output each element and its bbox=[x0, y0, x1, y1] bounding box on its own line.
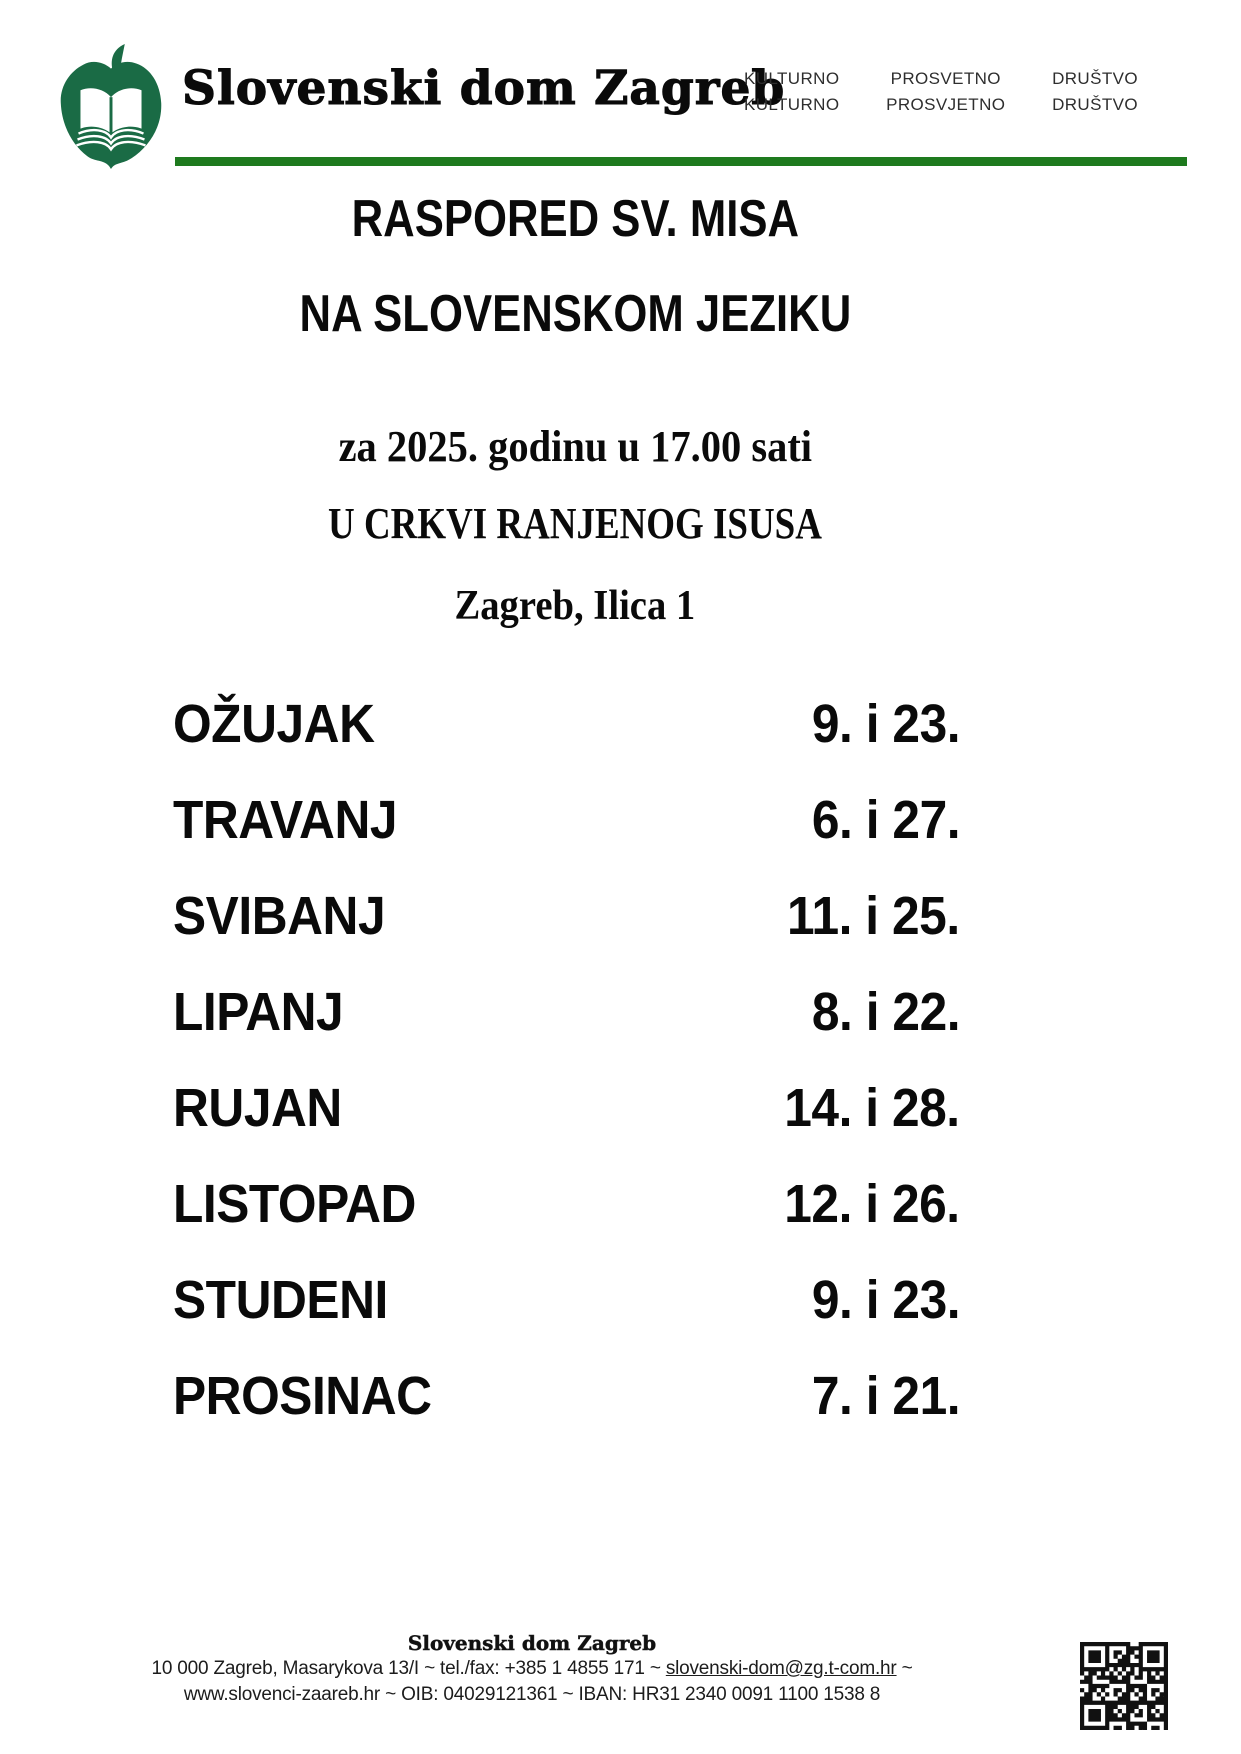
org-title: Slovenski dom Zagreb bbox=[182, 61, 786, 116]
dates-value: 12. i 26. bbox=[784, 1174, 960, 1234]
schedule-row bbox=[173, 694, 960, 754]
schedule-row bbox=[173, 1270, 960, 1330]
dates-value: 11. i 25. bbox=[787, 886, 960, 946]
society-names bbox=[744, 66, 1138, 118]
schedule-row bbox=[173, 790, 960, 850]
month-label: OŽUJAK bbox=[173, 694, 375, 754]
dates-value: 14. i 28. bbox=[784, 1078, 960, 1138]
society-name-croatian: KULTURNO PROSVJETNO DRUŠTVO bbox=[744, 95, 1138, 114]
footer-contact-line bbox=[0, 1656, 1064, 1682]
dates-value: 6. i 27. bbox=[811, 790, 960, 850]
schedule-row bbox=[173, 982, 960, 1042]
dates-value: 9. i 23. bbox=[811, 694, 960, 754]
header-divider bbox=[175, 157, 1187, 166]
schedule-row bbox=[173, 1366, 960, 1426]
month-label: PROSINAC bbox=[173, 1366, 432, 1426]
church-line: U CRKVI RANJENOG ISUSA bbox=[328, 499, 822, 548]
address-line: Zagreb, Ilica 1 bbox=[454, 583, 696, 629]
month-label: STUDENI bbox=[173, 1270, 388, 1330]
month-label: TRAVANJ bbox=[173, 790, 398, 850]
month-label: LISTOPAD bbox=[173, 1174, 416, 1234]
email-link[interactable]: slovenski-dom@zg.t-com.hr bbox=[665, 1658, 897, 1679]
month-label: RUJAN bbox=[173, 1078, 342, 1138]
footer-address-text: 10 000 Zagreb, Masarykova 13/I ~ tel./fax: +385 1 4855 171 ~ bbox=[151, 1658, 666, 1679]
footer-tilde-text: ~ bbox=[896, 1658, 913, 1679]
schedule-title-line1: RASPORED SV. MISA bbox=[351, 190, 799, 248]
month-label: LIPANJ bbox=[173, 982, 344, 1042]
footer-org-name: Slovenski dom Zagreb bbox=[407, 1631, 657, 1655]
schedule-row bbox=[173, 886, 960, 946]
qr-code bbox=[1080, 1642, 1168, 1730]
year-time-line: za 2025. godinu u 17.00 sati bbox=[338, 422, 812, 471]
schedule-title-line2: NA SLOVENSKOM JEZIKU bbox=[299, 285, 851, 343]
schedule-row bbox=[173, 1078, 960, 1138]
dates-value: 7. i 21. bbox=[811, 1366, 960, 1426]
dates-value: 8. i 22. bbox=[811, 982, 960, 1042]
apple-book-logo-icon bbox=[50, 42, 172, 170]
month-label: SVIBANJ bbox=[173, 886, 386, 946]
mass-schedule-list bbox=[173, 694, 960, 1465]
schedule-row bbox=[173, 1174, 960, 1234]
footer bbox=[0, 1630, 1064, 1708]
society-name-slovenian: KULTURNO PROSVETNO DRUŠTVO bbox=[744, 69, 1138, 88]
dates-value: 9. i 23. bbox=[811, 1270, 960, 1330]
footer-info-line: www.slovenci-zaareb.hr ~ OIB: 04029121361 ~ IBAN: HR31 2340 0091 1100 1538 8 bbox=[183, 1684, 881, 1705]
